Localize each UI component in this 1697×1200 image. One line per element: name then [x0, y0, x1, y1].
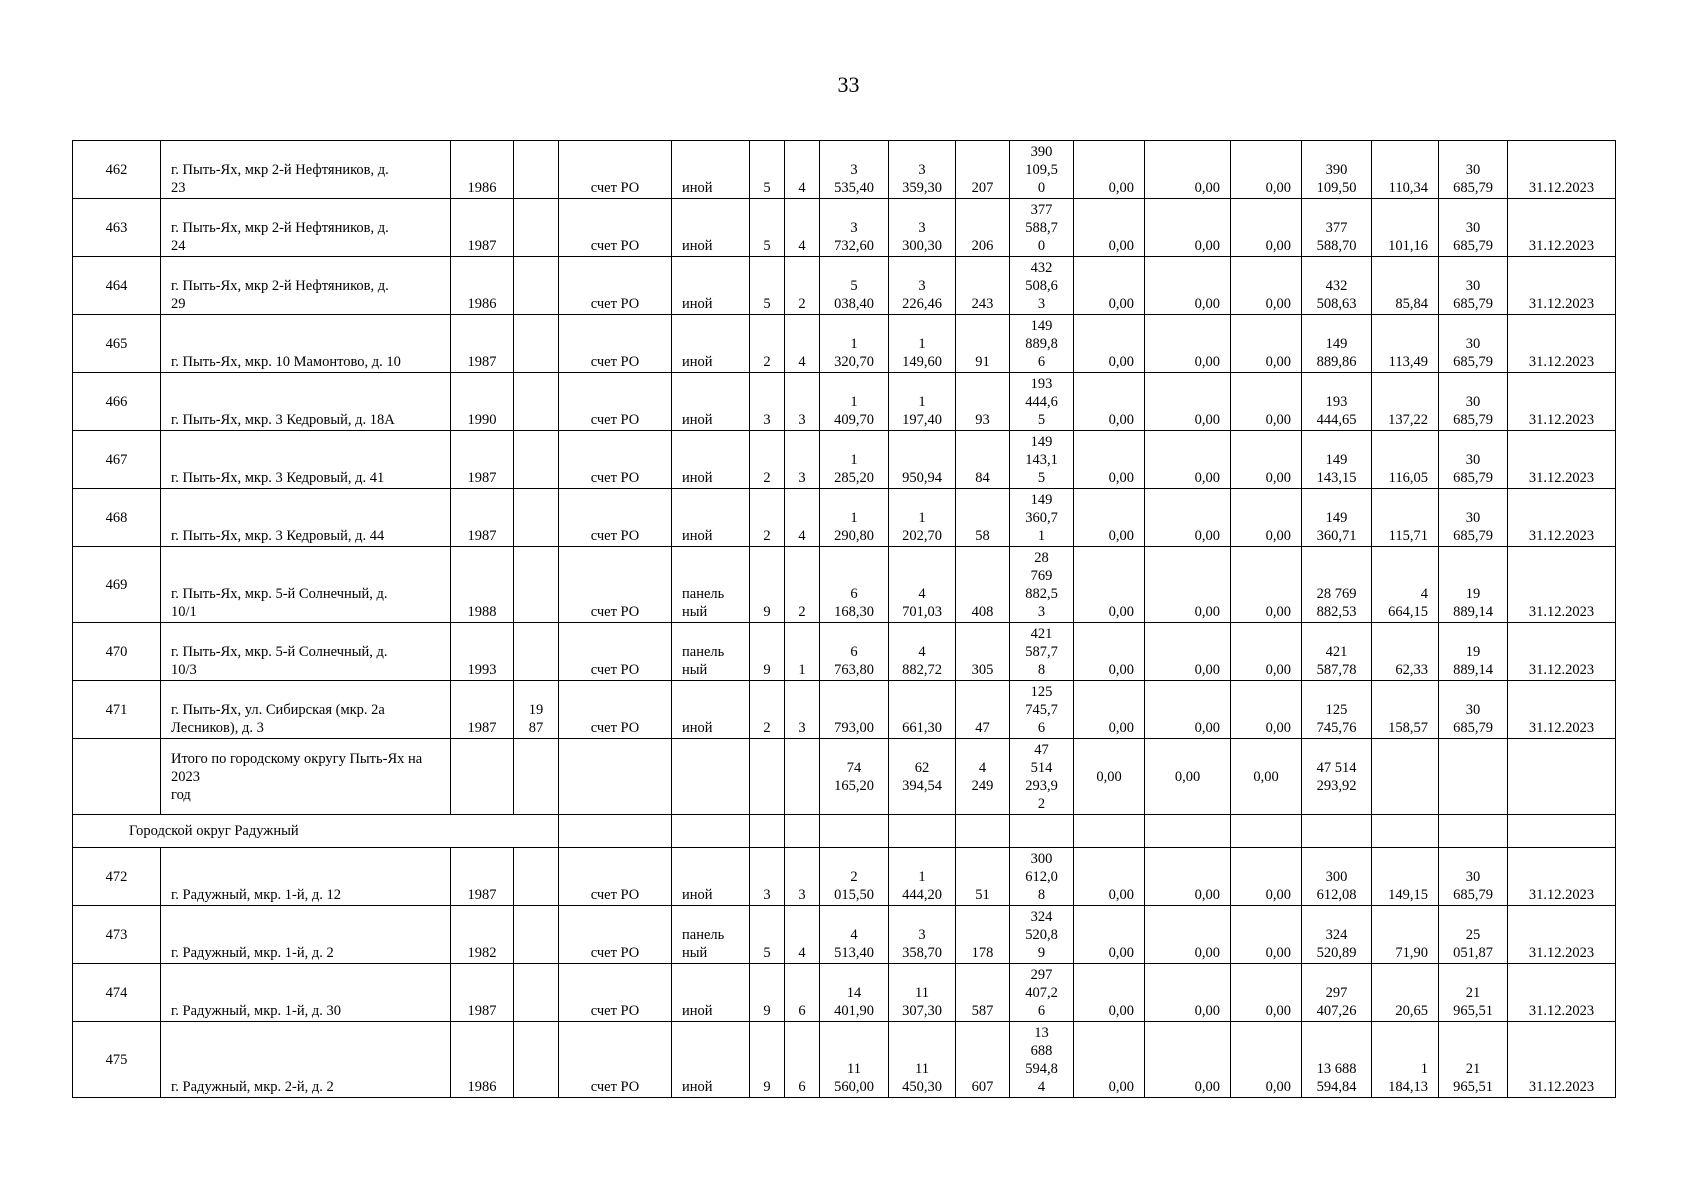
residents-cell: 58	[956, 489, 1010, 547]
fund-method-cell: счет РО	[559, 681, 672, 739]
residential-area-cell: 3 359,30	[889, 141, 956, 199]
total-area-cell: 1 285,20	[820, 431, 889, 489]
total-cost-cell: 193 444,6 5	[1010, 373, 1074, 431]
residential-area-cell: 3 226,46	[889, 257, 956, 315]
unit-cost-cell: 1 184,13	[1372, 1022, 1439, 1098]
fund-cost-cell: 0,00	[1074, 199, 1145, 257]
deadline-cell: 31.12.2023	[1508, 1022, 1616, 1098]
entrances-cell: 2	[785, 257, 820, 315]
wall-material-cell: панель ный	[672, 906, 750, 964]
total-cost-cell: 28 769 882,5 3	[1010, 547, 1074, 623]
total-c-own: 47 514 293,92	[1302, 739, 1372, 815]
regional-budget-cell: 0,00	[1145, 681, 1231, 739]
wall-material-cell: иной	[672, 681, 750, 739]
wall-material-cell: иной	[672, 489, 750, 547]
entrances-cell: 4	[785, 906, 820, 964]
unit-cost-cell: 113,49	[1372, 315, 1439, 373]
local-budget-cell: 0,00	[1231, 848, 1302, 906]
year-built-cell: 1987	[451, 489, 514, 547]
fund-cost-cell: 0,00	[1074, 964, 1145, 1022]
residents-cell: 47	[956, 681, 1010, 739]
wall-material-cell: иной	[672, 373, 750, 431]
total-cost-cell: 300 612,0 8	[1010, 848, 1074, 906]
cost-limit-cell: 30 685,79	[1439, 199, 1508, 257]
residents-cell: 243	[956, 257, 1010, 315]
deadline-cell: 31.12.2023	[1508, 906, 1616, 964]
total-label: Итого по городскому округу Пыть-Ях на 2023 год	[161, 739, 451, 815]
row-number: 467	[73, 431, 161, 489]
year-built-cell: 1987	[451, 199, 514, 257]
floors-cell: 2	[750, 489, 785, 547]
total-cost: 47 514 293,9 2	[1010, 739, 1074, 815]
wall-material-cell: иной	[672, 431, 750, 489]
row-number: 471	[73, 681, 161, 739]
address-cell: г. Радужный, мкр. 1-й, д. 30	[161, 964, 451, 1022]
fund-method-cell: счет РО	[559, 964, 672, 1022]
address-cell: г. Радужный, мкр. 2-й, д. 2	[161, 1022, 451, 1098]
table-row	[73, 141, 1616, 199]
address-cell: г. Пыть-Ях, мкр. 5-й Солнечный, д. 10/1	[161, 547, 451, 623]
row-number: 470	[73, 623, 161, 681]
cost-limit-cell: 30 685,79	[1439, 431, 1508, 489]
row-number: 475	[73, 1022, 161, 1098]
entrances-cell: 6	[785, 1022, 820, 1098]
cost-limit-cell: 30 685,79	[1439, 141, 1508, 199]
section-row	[73, 815, 1616, 848]
cost-limit-cell: 30 685,79	[1439, 848, 1508, 906]
owner-funds-cell: 149 360,71	[1302, 489, 1372, 547]
deadline-cell: 31.12.2023	[1508, 681, 1616, 739]
year-commissioned-cell	[514, 623, 559, 681]
fund-method-cell: счет РО	[559, 623, 672, 681]
row-number: 466	[73, 373, 161, 431]
cost-limit-cell: 19 889,14	[1439, 547, 1508, 623]
table-row	[73, 257, 1616, 315]
wall-material-cell: иной	[672, 964, 750, 1022]
row-number: 465	[73, 315, 161, 373]
row-number: 463	[73, 199, 161, 257]
local-budget-cell: 0,00	[1231, 431, 1302, 489]
deadline-cell: 31.12.2023	[1508, 964, 1616, 1022]
entrances-cell: 6	[785, 964, 820, 1022]
pyt-yakh-rows	[73, 141, 1616, 739]
year-built-cell: 1987	[451, 315, 514, 373]
total-cost-cell: 432 508,6 3	[1010, 257, 1074, 315]
owner-funds-cell: 149 889,86	[1302, 315, 1372, 373]
address-cell: г. Пыть-Ях, мкр. 3 Кедровый, д. 41	[161, 431, 451, 489]
fund-cost-cell: 0,00	[1074, 489, 1145, 547]
fund-cost-cell: 0,00	[1074, 623, 1145, 681]
row-number: 473	[73, 906, 161, 964]
entrances-cell: 3	[785, 681, 820, 739]
total-cost-cell: 149 889,8 6	[1010, 315, 1074, 373]
year-commissioned-cell	[514, 431, 559, 489]
local-budget-cell: 0,00	[1231, 906, 1302, 964]
owner-funds-cell: 377 588,70	[1302, 199, 1372, 257]
residential-area-cell: 1 149,60	[889, 315, 956, 373]
fund-cost-cell: 0,00	[1074, 1022, 1145, 1098]
year-built-cell: 1982	[451, 906, 514, 964]
year-built-cell: 1987	[451, 964, 514, 1022]
unit-cost-cell: 85,84	[1372, 257, 1439, 315]
cost-limit-cell: 30 685,79	[1439, 373, 1508, 431]
address-cell: г. Пыть-Ях, мкр. 5-й Солнечный, д. 10/3	[161, 623, 451, 681]
regional-budget-cell: 0,00	[1145, 315, 1231, 373]
floors-cell: 5	[750, 906, 785, 964]
total-cost-cell: 13 688 594,8 4	[1010, 1022, 1074, 1098]
deadline-cell: 31.12.2023	[1508, 848, 1616, 906]
deadline-cell: 31.12.2023	[1508, 257, 1616, 315]
regional-budget-cell: 0,00	[1145, 848, 1231, 906]
year-commissioned-cell	[514, 489, 559, 547]
local-budget-cell: 0,00	[1231, 547, 1302, 623]
floors-cell: 5	[750, 199, 785, 257]
local-budget-cell: 0,00	[1231, 141, 1302, 199]
entrances-cell: 4	[785, 489, 820, 547]
table-row	[73, 906, 1616, 964]
year-built-cell: 1990	[451, 373, 514, 431]
regional-budget-cell: 0,00	[1145, 489, 1231, 547]
wall-material-cell: иной	[672, 199, 750, 257]
year-commissioned-cell	[514, 1022, 559, 1098]
local-budget-cell: 0,00	[1231, 373, 1302, 431]
regional-budget-cell: 0,00	[1145, 1022, 1231, 1098]
fund-cost-cell: 0,00	[1074, 257, 1145, 315]
regional-budget-cell: 0,00	[1145, 547, 1231, 623]
unit-cost-cell: 71,90	[1372, 906, 1439, 964]
year-commissioned-cell: 19 87	[514, 681, 559, 739]
owner-funds-cell: 421 587,78	[1302, 623, 1372, 681]
address-cell: г. Пыть-Ях, мкр. 3 Кедровый, д. 44	[161, 489, 451, 547]
regional-budget-cell: 0,00	[1145, 373, 1231, 431]
entrances-cell: 3	[785, 431, 820, 489]
owner-funds-cell: 193 444,65	[1302, 373, 1372, 431]
year-commissioned-cell	[514, 141, 559, 199]
deadline-cell: 31.12.2023	[1508, 489, 1616, 547]
table-row	[73, 431, 1616, 489]
year-commissioned-cell	[514, 315, 559, 373]
unit-cost-cell: 20,65	[1372, 964, 1439, 1022]
total-cost-cell: 377 588,7 0	[1010, 199, 1074, 257]
year-commissioned-cell	[514, 906, 559, 964]
total-cost-cell: 390 109,5 0	[1010, 141, 1074, 199]
fund-method-cell: счет РО	[559, 848, 672, 906]
owner-funds-cell: 149 143,15	[1302, 431, 1372, 489]
fund-method-cell: счет РО	[559, 431, 672, 489]
row-number: 472	[73, 848, 161, 906]
residential-area-cell: 3 300,30	[889, 199, 956, 257]
total-area-cell: 1 409,70	[820, 373, 889, 431]
year-built-cell: 1986	[451, 1022, 514, 1098]
total-area-cell: 6 763,80	[820, 623, 889, 681]
year-built-cell: 1987	[451, 431, 514, 489]
residents-cell: 93	[956, 373, 1010, 431]
fund-cost-cell: 0,00	[1074, 141, 1145, 199]
regional-budget-cell: 0,00	[1145, 199, 1231, 257]
fund-cost-cell: 0,00	[1074, 373, 1145, 431]
fund-cost-cell: 0,00	[1074, 681, 1145, 739]
residential-area-cell: 11 450,30	[889, 1022, 956, 1098]
table-row	[73, 199, 1616, 257]
entrances-cell: 1	[785, 623, 820, 681]
cost-limit-cell: 30 685,79	[1439, 257, 1508, 315]
fund-method-cell: счет РО	[559, 199, 672, 257]
row-number: 464	[73, 257, 161, 315]
owner-funds-cell: 300 612,08	[1302, 848, 1372, 906]
entrances-cell: 4	[785, 141, 820, 199]
table-row	[73, 848, 1616, 906]
address-cell: г. Пыть-Ях, мкр. 10 Мамонтово, д. 10	[161, 315, 451, 373]
fund-cost-cell: 0,00	[1074, 315, 1145, 373]
entrances-cell: 4	[785, 315, 820, 373]
year-commissioned-cell	[514, 848, 559, 906]
owner-funds-cell: 13 688 594,84	[1302, 1022, 1372, 1098]
wall-material-cell: иной	[672, 848, 750, 906]
table-row	[73, 547, 1616, 623]
residential-area-cell: 11 307,30	[889, 964, 956, 1022]
year-commissioned-cell	[514, 257, 559, 315]
section-title: Городской округ Радужный	[73, 815, 559, 848]
wall-material-cell: панель ный	[672, 623, 750, 681]
row-number: 469	[73, 547, 161, 623]
total-area-cell: 5 038,40	[820, 257, 889, 315]
residential-area-cell: 1 444,20	[889, 848, 956, 906]
total-row	[73, 739, 1616, 815]
housing-registry-table	[72, 140, 1616, 1098]
owner-funds-cell: 125 745,76	[1302, 681, 1372, 739]
residents-cell: 84	[956, 431, 1010, 489]
floors-cell: 9	[750, 1022, 785, 1098]
owner-funds-cell: 390 109,50	[1302, 141, 1372, 199]
total-cost-cell: 421 587,7 8	[1010, 623, 1074, 681]
fund-cost-cell: 0,00	[1074, 547, 1145, 623]
address-cell: г. Пыть-Ях, мкр 2-й Нефтяников, д. 23	[161, 141, 451, 199]
cost-limit-cell: 30 685,79	[1439, 315, 1508, 373]
residents-cell: 51	[956, 848, 1010, 906]
wall-material-cell: иной	[672, 315, 750, 373]
fund-method-cell: счет РО	[559, 906, 672, 964]
floors-cell: 3	[750, 848, 785, 906]
unit-cost-cell: 115,71	[1372, 489, 1439, 547]
deadline-cell: 31.12.2023	[1508, 199, 1616, 257]
residents-cell: 178	[956, 906, 1010, 964]
floors-cell: 9	[750, 623, 785, 681]
fund-method-cell: счет РО	[559, 257, 672, 315]
total-area-cell: 11 560,00	[820, 1022, 889, 1098]
year-commissioned-cell	[514, 547, 559, 623]
total-area-cell: 14 401,90	[820, 964, 889, 1022]
year-built-cell: 1987	[451, 848, 514, 906]
unit-cost-cell: 62,33	[1372, 623, 1439, 681]
residents-cell: 305	[956, 623, 1010, 681]
total-cost-cell: 125 745,7 6	[1010, 681, 1074, 739]
raduzhny-rows	[73, 848, 1616, 1098]
regional-budget-cell: 0,00	[1145, 431, 1231, 489]
fund-cost-cell: 0,00	[1074, 906, 1145, 964]
total-cost-cell: 149 143,1 5	[1010, 431, 1074, 489]
unit-cost-cell: 4 664,15	[1372, 547, 1439, 623]
total-area-cell: 1 290,80	[820, 489, 889, 547]
total-block	[73, 739, 1616, 848]
residential-area-cell: 4 701,03	[889, 547, 956, 623]
total-area-cell: 6 168,30	[820, 547, 889, 623]
total-c2: 0,00	[1145, 739, 1231, 815]
total-cost-cell: 149 360,7 1	[1010, 489, 1074, 547]
total-area-cell: 793,00	[820, 681, 889, 739]
local-budget-cell: 0,00	[1231, 315, 1302, 373]
fund-method-cell: счет РО	[559, 373, 672, 431]
floors-cell: 2	[750, 681, 785, 739]
local-budget-cell: 0,00	[1231, 1022, 1302, 1098]
entrances-cell: 3	[785, 373, 820, 431]
floors-cell: 9	[750, 547, 785, 623]
fund-cost-cell: 0,00	[1074, 431, 1145, 489]
cost-limit-cell: 30 685,79	[1439, 489, 1508, 547]
total-cost-cell: 297 407,2 6	[1010, 964, 1074, 1022]
regional-budget-cell: 0,00	[1145, 906, 1231, 964]
year-commissioned-cell	[514, 373, 559, 431]
owner-funds-cell: 297 407,26	[1302, 964, 1372, 1022]
local-budget-cell: 0,00	[1231, 199, 1302, 257]
residents-cell: 206	[956, 199, 1010, 257]
local-budget-cell: 0,00	[1231, 489, 1302, 547]
total-area-cell: 3 732,60	[820, 199, 889, 257]
row-number: 474	[73, 964, 161, 1022]
year-built-cell: 1986	[451, 141, 514, 199]
cost-limit-cell: 21 965,51	[1439, 1022, 1508, 1098]
regional-budget-cell: 0,00	[1145, 257, 1231, 315]
row-number: 468	[73, 489, 161, 547]
year-built-cell: 1988	[451, 547, 514, 623]
owner-funds-cell: 324 520,89	[1302, 906, 1372, 964]
cost-limit-cell: 21 965,51	[1439, 964, 1508, 1022]
floors-cell: 5	[750, 257, 785, 315]
total-area-cell: 4 513,40	[820, 906, 889, 964]
floors-cell: 3	[750, 373, 785, 431]
wall-material-cell: иной	[672, 141, 750, 199]
wall-material-cell: иной	[672, 1022, 750, 1098]
residential-area-cell: 1 197,40	[889, 373, 956, 431]
residents-cell: 607	[956, 1022, 1010, 1098]
total-residents: 4 249	[956, 739, 1010, 815]
residential-area-cell: 4 882,72	[889, 623, 956, 681]
table-row	[73, 1022, 1616, 1098]
address-cell: г. Пыть-Ях, мкр 2-й Нефтяников, д. 29	[161, 257, 451, 315]
residents-cell: 408	[956, 547, 1010, 623]
fund-method-cell: счет РО	[559, 315, 672, 373]
local-budget-cell: 0,00	[1231, 964, 1302, 1022]
total-c1: 0,00	[1074, 739, 1145, 815]
table-row	[73, 964, 1616, 1022]
total-c3: 0,00	[1231, 739, 1302, 815]
deadline-cell: 31.12.2023	[1508, 623, 1616, 681]
page-number: 33	[837, 72, 860, 97]
table-row	[73, 489, 1616, 547]
total-area-res: 62 394,54	[889, 739, 956, 815]
fund-method-cell: счет РО	[559, 141, 672, 199]
address-cell: г. Радужный, мкр. 1-й, д. 2	[161, 906, 451, 964]
local-budget-cell: 0,00	[1231, 681, 1302, 739]
year-built-cell: 1993	[451, 623, 514, 681]
deadline-cell: 31.12.2023	[1508, 315, 1616, 373]
cost-limit-cell: 19 889,14	[1439, 623, 1508, 681]
residents-cell: 91	[956, 315, 1010, 373]
regional-budget-cell: 0,00	[1145, 623, 1231, 681]
floors-cell: 5	[750, 141, 785, 199]
owner-funds-cell: 432 508,63	[1302, 257, 1372, 315]
deadline-cell: 31.12.2023	[1508, 373, 1616, 431]
total-num-cell	[73, 739, 161, 815]
total-cost-cell: 324 520,8 9	[1010, 906, 1074, 964]
wall-material-cell: панель ный	[672, 547, 750, 623]
regional-budget-cell: 0,00	[1145, 964, 1231, 1022]
address-cell: г. Пыть-Ях, ул. Сибирская (мкр. 2а Лесников), д. 3	[161, 681, 451, 739]
floors-cell: 9	[750, 964, 785, 1022]
unit-cost-cell: 110,34	[1372, 141, 1439, 199]
local-budget-cell: 0,00	[1231, 623, 1302, 681]
unit-cost-cell: 137,22	[1372, 373, 1439, 431]
residential-area-cell: 3 358,70	[889, 906, 956, 964]
residential-area-cell: 1 202,70	[889, 489, 956, 547]
row-number: 462	[73, 141, 161, 199]
year-commissioned-cell	[514, 199, 559, 257]
address-cell: г. Пыть-Ях, мкр 2-й Нефтяников, д. 24	[161, 199, 451, 257]
deadline-cell: 31.12.2023	[1508, 547, 1616, 623]
year-built-cell: 1987	[451, 681, 514, 739]
deadline-cell: 31.12.2023	[1508, 141, 1616, 199]
fund-method-cell: счет РО	[559, 1022, 672, 1098]
unit-cost-cell: 149,15	[1372, 848, 1439, 906]
unit-cost-cell: 116,05	[1372, 431, 1439, 489]
unit-cost-cell: 158,57	[1372, 681, 1439, 739]
entrances-cell: 4	[785, 199, 820, 257]
year-built-cell: 1986	[451, 257, 514, 315]
table-row	[73, 681, 1616, 739]
total-area-total: 74 165,20	[820, 739, 889, 815]
unit-cost-cell: 101,16	[1372, 199, 1439, 257]
cost-limit-cell: 30 685,79	[1439, 681, 1508, 739]
residential-area-cell: 661,30	[889, 681, 956, 739]
floors-cell: 2	[750, 315, 785, 373]
wall-material-cell: иной	[672, 257, 750, 315]
owner-funds-cell: 28 769 882,53	[1302, 547, 1372, 623]
table-row	[73, 623, 1616, 681]
table-row	[73, 373, 1616, 431]
year-commissioned-cell	[514, 964, 559, 1022]
residential-area-cell: 950,94	[889, 431, 956, 489]
floors-cell: 2	[750, 431, 785, 489]
residents-cell: 587	[956, 964, 1010, 1022]
fund-method-cell: счет РО	[559, 489, 672, 547]
total-area-cell: 2 015,50	[820, 848, 889, 906]
total-area-cell: 3 535,40	[820, 141, 889, 199]
regional-budget-cell: 0,00	[1145, 141, 1231, 199]
total-area-cell: 1 320,70	[820, 315, 889, 373]
residents-cell: 207	[956, 141, 1010, 199]
deadline-cell: 31.12.2023	[1508, 431, 1616, 489]
local-budget-cell: 0,00	[1231, 257, 1302, 315]
address-cell: г. Радужный, мкр. 1-й, д. 12	[161, 848, 451, 906]
cost-limit-cell: 25 051,87	[1439, 906, 1508, 964]
fund-method-cell: счет РО	[559, 547, 672, 623]
table-row	[73, 315, 1616, 373]
entrances-cell: 3	[785, 848, 820, 906]
address-cell: г. Пыть-Ях, мкр. 3 Кедровый, д. 18А	[161, 373, 451, 431]
fund-cost-cell: 0,00	[1074, 848, 1145, 906]
entrances-cell: 2	[785, 547, 820, 623]
